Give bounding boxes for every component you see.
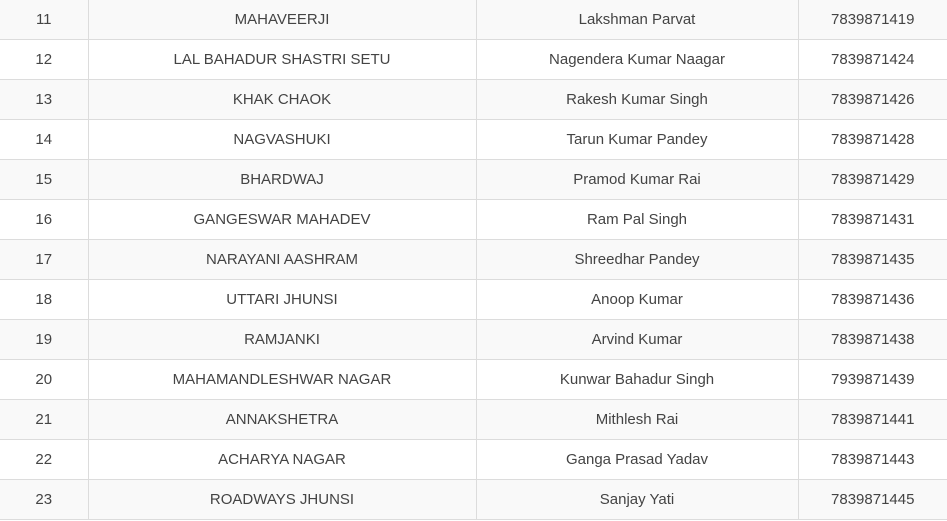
area-cell: MAHAVEERJI xyxy=(88,0,476,40)
phone-cell: 7839871429 xyxy=(798,160,947,200)
phone-cell: 7839871435 xyxy=(798,240,947,280)
table-row xyxy=(0,0,947,40)
phone-cell: 7839871431 xyxy=(798,200,947,240)
serial-number-cell: 12 xyxy=(0,40,88,80)
serial-number-cell: 23 xyxy=(0,480,88,520)
area-cell: RAMJANKI xyxy=(88,320,476,360)
contact-name-cell: Nagendera Kumar Naagar xyxy=(476,40,798,80)
area-cell: UTTARI JHUNSI xyxy=(88,280,476,320)
area-cell: ANNAKSHETRA xyxy=(88,400,476,440)
contact-name-cell: Mithlesh Rai xyxy=(476,400,798,440)
area-cell: GANGESWAR MAHADEV xyxy=(88,200,476,240)
serial-number-cell: 14 xyxy=(0,120,88,160)
serial-number-cell: 11 xyxy=(0,0,88,40)
area-cell: KHAK CHAOK xyxy=(88,80,476,120)
table-row xyxy=(0,80,947,120)
table-row xyxy=(0,440,947,480)
contact-name-cell: Ram Pal Singh xyxy=(476,200,798,240)
contact-name-cell: Rakesh Kumar Singh xyxy=(476,80,798,120)
serial-number-cell: 13 xyxy=(0,80,88,120)
phone-cell: 7839871426 xyxy=(798,80,947,120)
table-row xyxy=(0,240,947,280)
area-cell: NAGVASHUKI xyxy=(88,120,476,160)
table-row xyxy=(0,360,947,400)
area-cell: ACHARYA NAGAR xyxy=(88,440,476,480)
contact-name-cell: Sanjay Yati xyxy=(476,480,798,520)
serial-number-cell: 19 xyxy=(0,320,88,360)
area-cell: BHARDWAJ xyxy=(88,160,476,200)
contact-name-cell: Anoop Kumar xyxy=(476,280,798,320)
table-row xyxy=(0,400,947,440)
phone-cell: 7839871428 xyxy=(798,120,947,160)
phone-cell: 7839871443 xyxy=(798,440,947,480)
table-row xyxy=(0,480,947,520)
serial-number-cell: 22 xyxy=(0,440,88,480)
serial-number-cell: 16 xyxy=(0,200,88,240)
phone-cell: 7839871419 xyxy=(798,0,947,40)
phone-cell: 7939871439 xyxy=(798,360,947,400)
serial-number-cell: 15 xyxy=(0,160,88,200)
contact-name-cell: Arvind Kumar xyxy=(476,320,798,360)
table-row xyxy=(0,280,947,320)
phone-cell: 7839871424 xyxy=(798,40,947,80)
serial-number-cell: 20 xyxy=(0,360,88,400)
serial-number-cell: 17 xyxy=(0,240,88,280)
table-row xyxy=(0,120,947,160)
area-cell: NARAYANI AASHRAM xyxy=(88,240,476,280)
contact-name-cell: Tarun Kumar Pandey xyxy=(476,120,798,160)
area-cell: MAHAMANDLESHWAR NAGAR xyxy=(88,360,476,400)
phone-cell: 7839871436 xyxy=(798,280,947,320)
table-row xyxy=(0,320,947,360)
area-cell: ROADWAYS JHUNSI xyxy=(88,480,476,520)
contact-name-cell: Pramod Kumar Rai xyxy=(476,160,798,200)
serial-number-cell: 21 xyxy=(0,400,88,440)
table-row xyxy=(0,40,947,80)
contact-name-cell: Ganga Prasad Yadav xyxy=(476,440,798,480)
phone-cell: 7839871438 xyxy=(798,320,947,360)
contact-name-cell: Lakshman Parvat xyxy=(476,0,798,40)
phone-cell: 7839871445 xyxy=(798,480,947,520)
serial-number-cell: 18 xyxy=(0,280,88,320)
contact-name-cell: Shreedhar Pandey xyxy=(476,240,798,280)
contact-name-cell: Kunwar Bahadur Singh xyxy=(476,360,798,400)
phone-cell: 7839871441 xyxy=(798,400,947,440)
table-row xyxy=(0,200,947,240)
table-row xyxy=(0,160,947,200)
area-cell: LAL BAHADUR SHASTRI SETU xyxy=(88,40,476,80)
